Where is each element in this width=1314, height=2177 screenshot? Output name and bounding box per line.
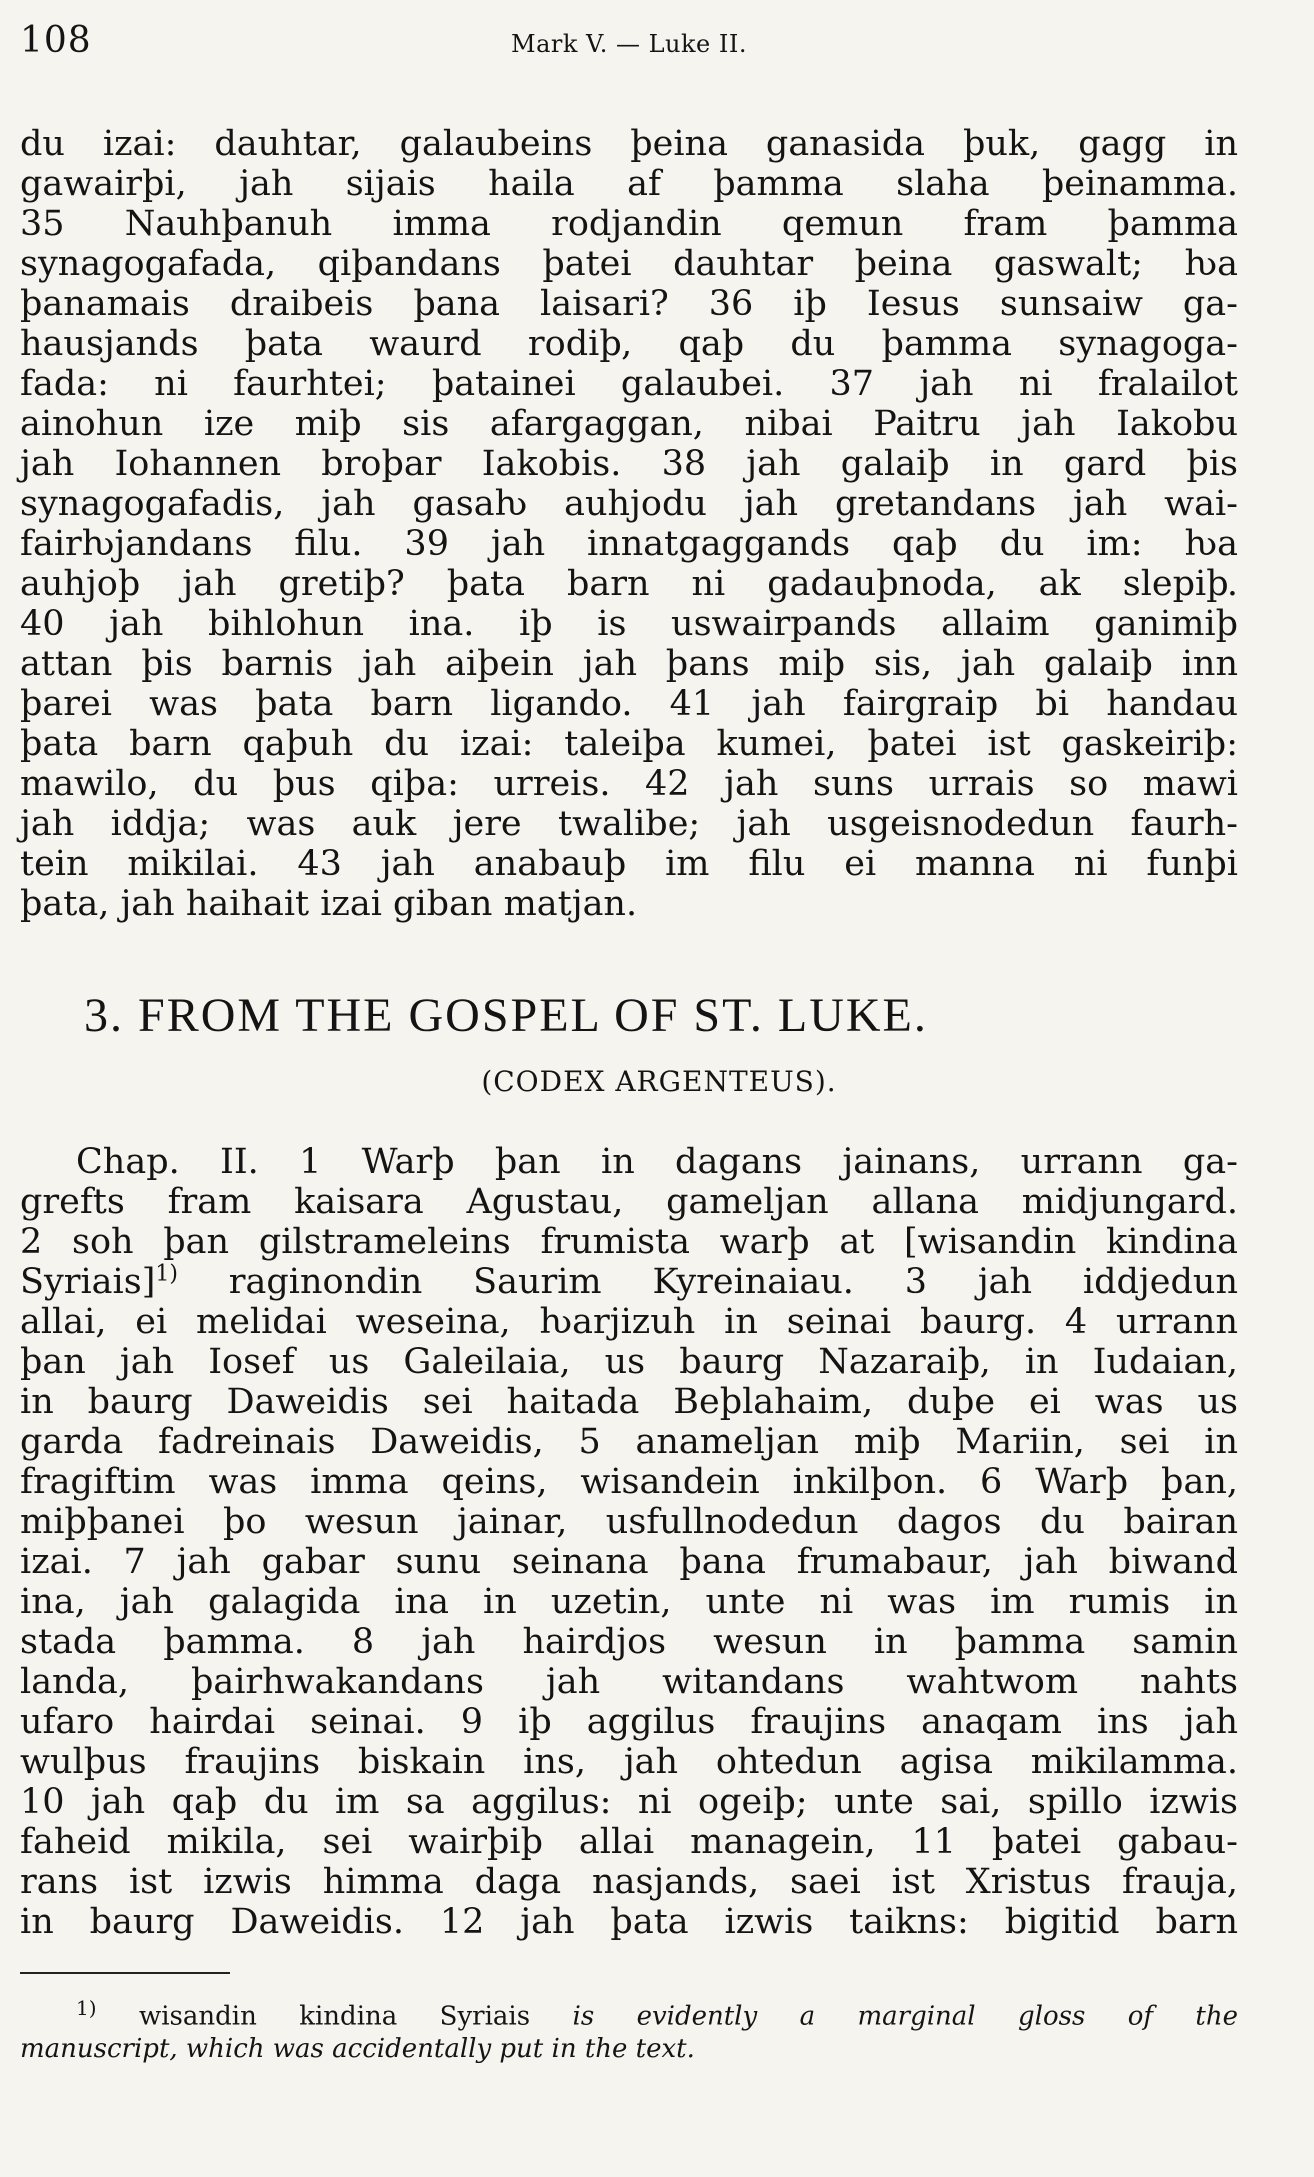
text-line: stada þamma. 8 jah hairdjos wesun in þamma samin bbox=[20, 1622, 1238, 1662]
text-line: fada: ni faurhtei; þatainei galaubei. 37 jah ni fralailot bbox=[20, 364, 1238, 404]
text-line-with-footnote bbox=[20, 1262, 1238, 1302]
text-line: 10 jah qaþ du im sa aggilus: ni ogeiþ; unte sai, spillo izwis bbox=[20, 1782, 1238, 1822]
text-line: attan þis barnis jah aiþein jah þans miþ sis, jah galaiþ inn bbox=[20, 644, 1238, 684]
text-line: landa, þairhwakandans jah witandans wahtwom nahts bbox=[20, 1662, 1238, 1702]
text-line: garda fadreinais Daweidis, 5 anameljan miþ Mariin, sei in bbox=[20, 1422, 1238, 1462]
page-number: 108 bbox=[20, 20, 92, 61]
text-line: 40 jah bihlohun ina. iþ is uswairpands allaim ganimiþ bbox=[20, 604, 1238, 644]
text-line: auhjoþ jah gretiþ? þata barn ni gadauþnoda, ak slepiþ. bbox=[20, 564, 1238, 604]
footnote-rule bbox=[20, 1972, 230, 1974]
footnote-line bbox=[20, 1992, 1238, 2033]
text-line: izai. 7 jah gabar sunu seinana þana frumabaur, jah biwand bbox=[20, 1542, 1238, 1582]
text-fragment: raginondin Saurim Kyreinaiau. 3 jah iddjedun bbox=[177, 1262, 1238, 1302]
text-line: allai, ei melidai weseina, ƕarjizuh in seinai baurg. 4 urrann bbox=[20, 1302, 1238, 1342]
text-line: þata, jah haihait izai giban matjan. bbox=[20, 884, 638, 924]
text-line: rans ist izwis himma daga nasjands, saei ist Xristus frauja, bbox=[20, 1862, 1238, 1902]
text-fragment: Syriais] bbox=[20, 1262, 156, 1302]
text-line: 35 Nauhþanuh imma rodjandin qemun fram þamma bbox=[20, 204, 1238, 244]
text-line: þanamais draibeis þana laisari? 36 iþ Iesus sunsaiw ga- bbox=[20, 284, 1238, 324]
text-line: fragiftim was imma qeins, wisandein inkilþon. 6 Warþ þan, bbox=[20, 1462, 1238, 1502]
text-line: faheid mikila, sei wairþiþ allai managein, 11 þatei gabau- bbox=[20, 1822, 1238, 1862]
text-line: grefts fram kaisara Agustau, gameljan allana midjungard. bbox=[20, 1182, 1238, 1222]
text-line: ina, jah galagida ina in uzetin, unte ni was im rumis in bbox=[20, 1582, 1238, 1622]
luke-text-block bbox=[20, 1142, 1238, 1942]
footnote-reference[interactable]: 1) bbox=[155, 1261, 178, 1287]
text-line: synagogafadis, jah gasaƕ auhjodu jah gretandans jah wai- bbox=[20, 484, 1238, 524]
footnote-italic-text: is evidently a marginal gloss of the bbox=[572, 2001, 1239, 2032]
section-heading: 3. FROM THE GOSPEL OF ST. LUKE. bbox=[84, 989, 928, 1042]
text-line: 2 soh þan gilstrameleins frumista warþ at [wisandin kindina bbox=[20, 1222, 1238, 1262]
text-line: ainohun ize miþ sis afargaggan, nibai Paitru jah Iakobu bbox=[20, 404, 1238, 444]
text-line: miþþanei þo wesun jainar, usfullnodedun dagos du bairan bbox=[20, 1502, 1238, 1542]
text-line: fairƕjandans filu. 39 jah innatgaggands qaþ du im: ƕa bbox=[20, 524, 1238, 564]
text-line: ufaro hairdai seinai. 9 iþ aggilus fraujins anaqam ins jah bbox=[20, 1702, 1238, 1742]
footnote-roman-text: wisandin kindina Syriais bbox=[138, 2001, 531, 2032]
text-line: Chap. II. 1 Warþ þan in dagans jainans, urrann ga- bbox=[76, 1142, 1238, 1182]
text-line: in baurg Daweidis. 12 jah þata izwis taikns: bigitid barn bbox=[20, 1902, 1238, 1942]
footnote bbox=[20, 1992, 1238, 2065]
running-head bbox=[20, 20, 1238, 76]
mark-text-block bbox=[20, 124, 1238, 924]
footnote-marker: 1) bbox=[76, 1996, 97, 2020]
text-line: hausjands þata waurd rodiþ, qaþ du þamma synagoga- bbox=[20, 324, 1238, 364]
text-line: wulþus fraujins biskain ins, jah ohtedun agisa mikilamma. bbox=[20, 1742, 1238, 1782]
text-line: jah Iohannen broþar Iakobis. 38 jah galaiþ in gard þis bbox=[20, 444, 1238, 484]
text-line: mawilo, du þus qiþa: urreis. 42 jah suns urrais so mawi bbox=[20, 764, 1238, 804]
text-line: du izai: dauhtar, galaubeins þeina ganasida þuk, gagg in bbox=[20, 124, 1238, 164]
text-line: jah iddja; was auk jere twalibe; jah usgeisnodedun faurh- bbox=[20, 804, 1238, 844]
text-line: gawairþi, jah sijais haila af þamma slaha þeinamma. bbox=[20, 164, 1238, 204]
page bbox=[20, 20, 1238, 2065]
text-line: þan jah Iosef us Galeilaia, us baurg Nazaraiþ, in Iudaian, bbox=[20, 1342, 1238, 1382]
footnote-line: manuscript, which was accidentally put in the text. bbox=[20, 2033, 695, 2064]
section-subheading: (CODEX ARGENTEUS). bbox=[481, 1065, 837, 1098]
text-line: þarei was þata barn ligando. 41 jah fairgraip bi handau bbox=[20, 684, 1238, 724]
text-line: synagogafada, qiþandans þatei dauhtar þeina gaswalt; ƕa bbox=[20, 244, 1238, 284]
running-title: Mark V. — Luke II. bbox=[511, 30, 747, 58]
text-line: tein mikilai. 43 jah anabauþ im filu ei manna ni funþi bbox=[20, 844, 1238, 884]
text-line: in baurg Daweidis sei haitada Beþlahaim, duþe ei was us bbox=[20, 1382, 1238, 1422]
text-line: þata barn qaþuh du izai: taleiþa kumei, þatei ist gaskeiriþ: bbox=[20, 724, 1238, 764]
